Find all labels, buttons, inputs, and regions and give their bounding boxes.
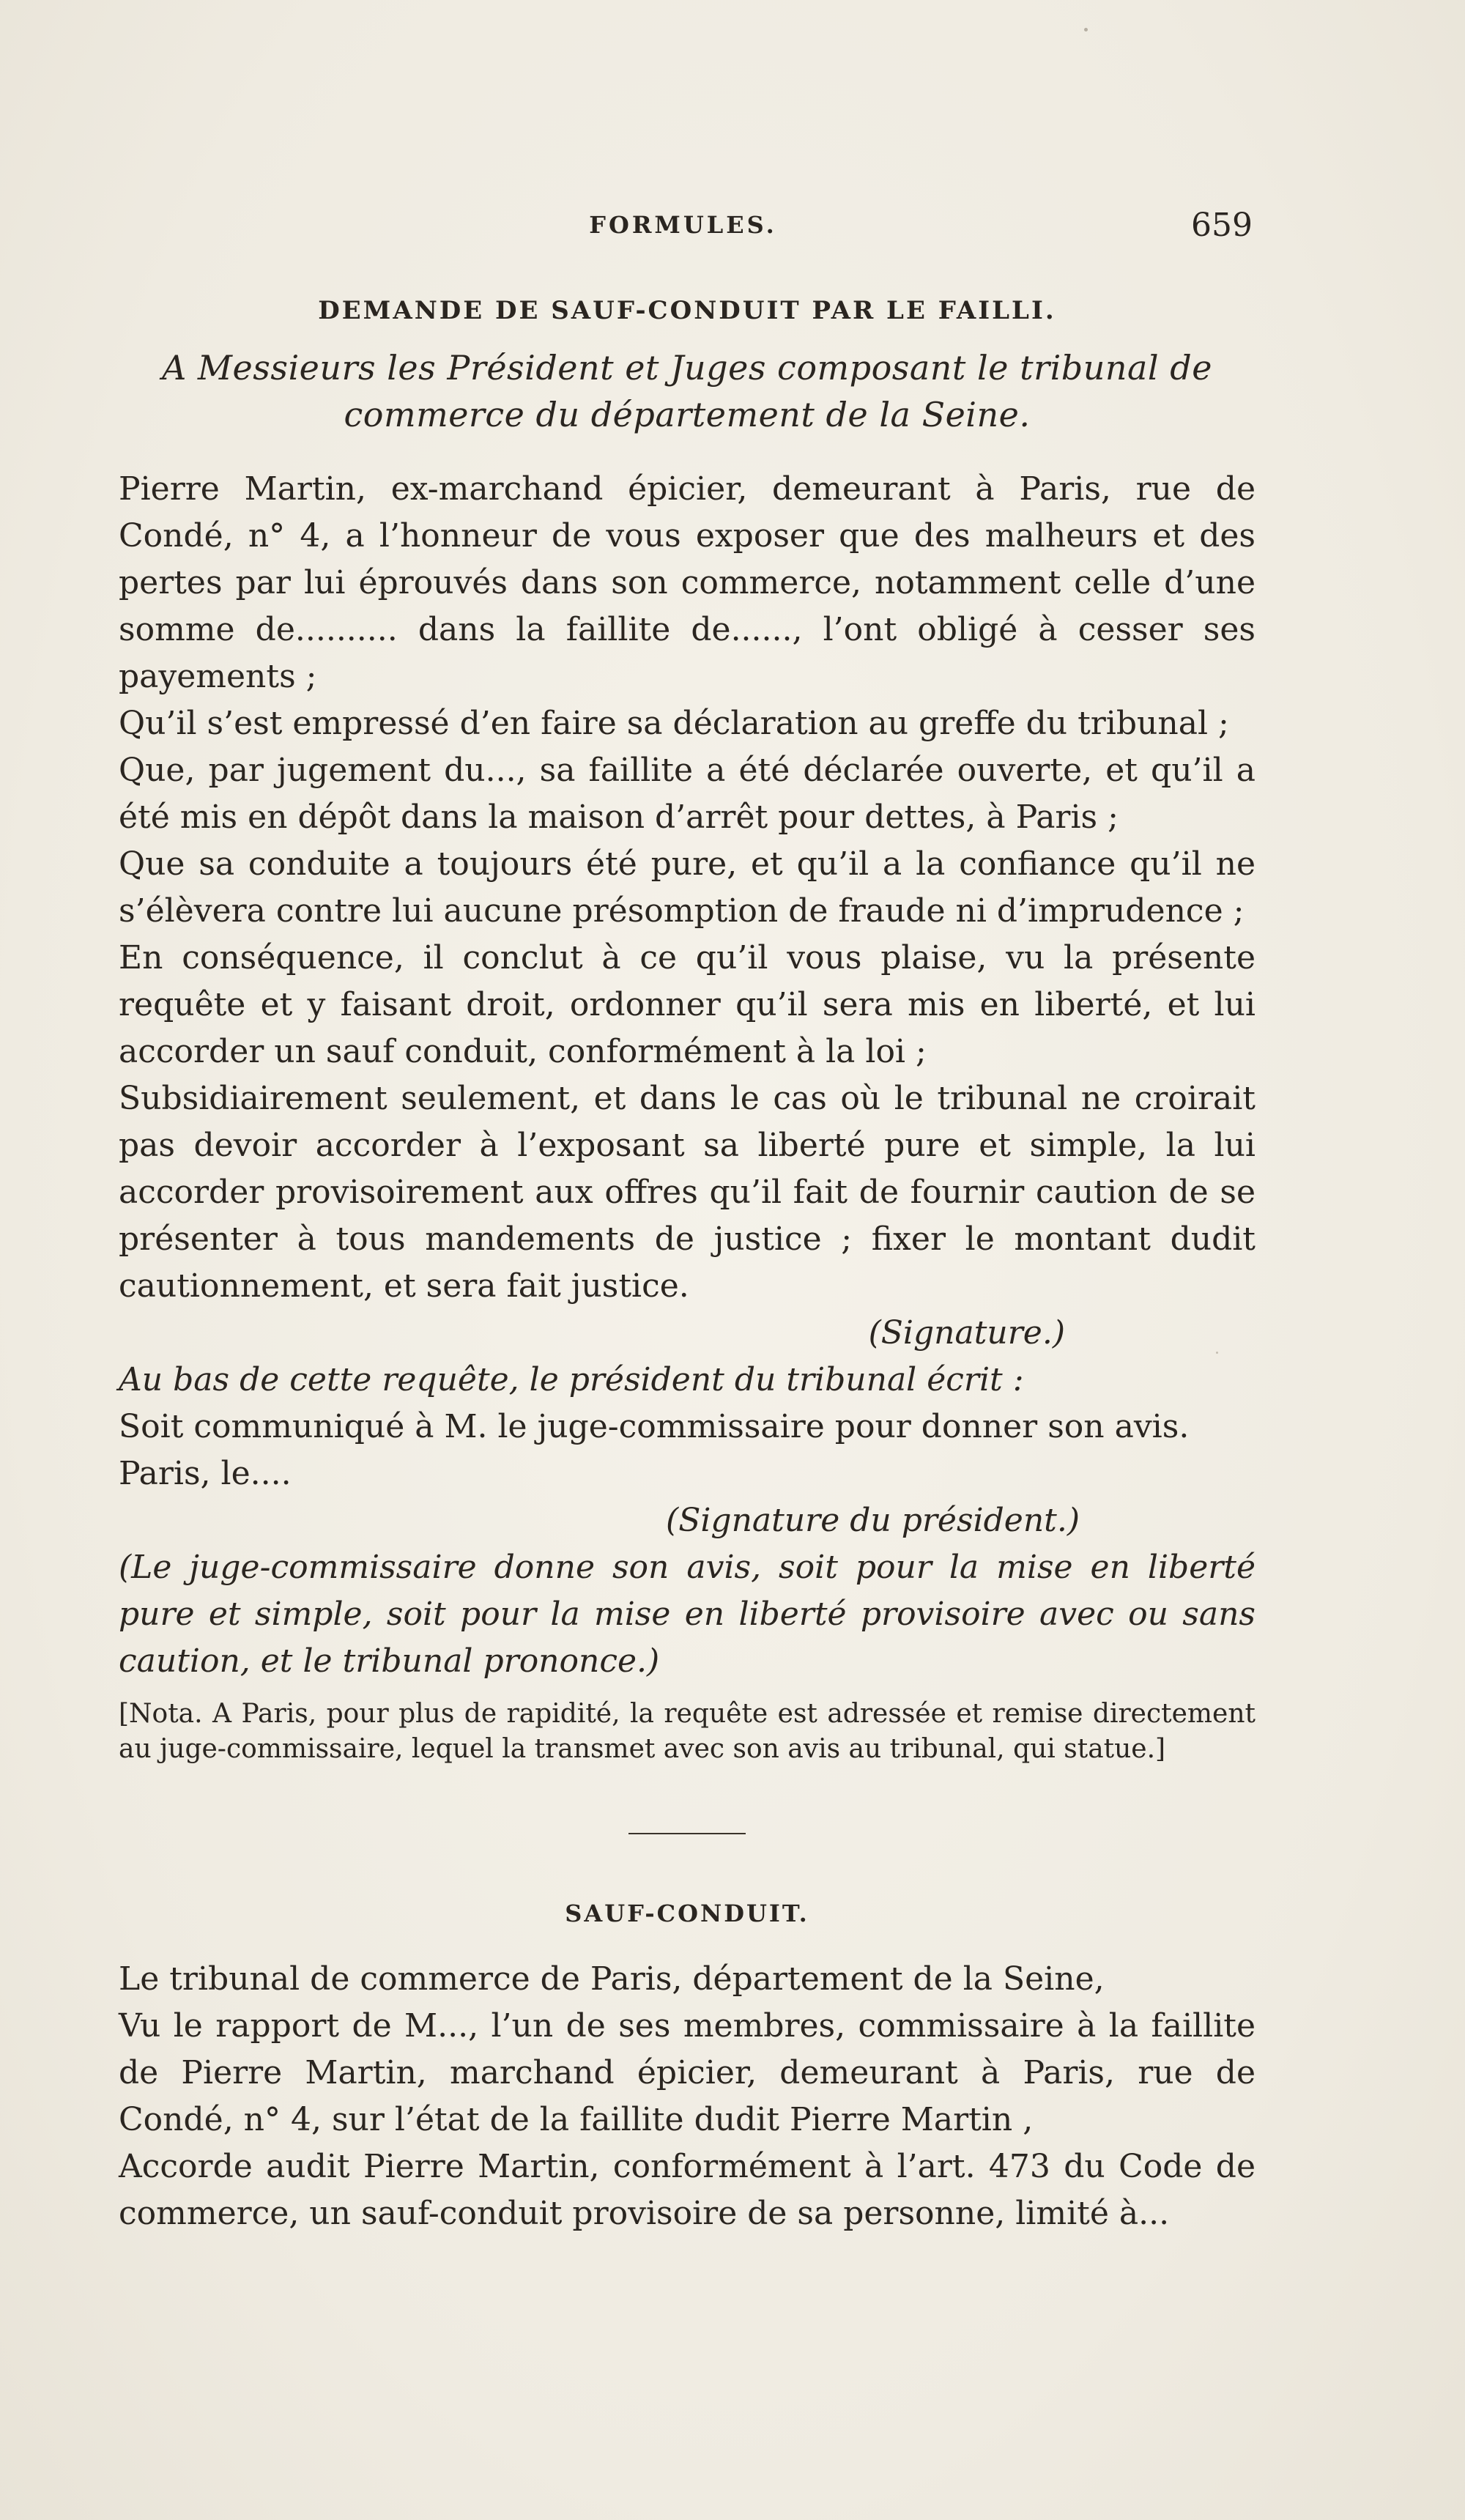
section-heading-demande: DEMANDE DE SAUF-CONDUIT PAR LE FAILLI. xyxy=(318,296,1056,325)
address-line: commerce du département de la Seine. xyxy=(344,395,1031,434)
paragraph: Vu le rapport de M..., l’un de ses membres, commissaire à la faillite de Pierre Martin, marchand épicier, demeurant à Paris, rue de Condé, n° 4, sur l’état de la faillite dudit Pierre Martin , xyxy=(119,2007,1256,2138)
president-signature: (Signature du président.) xyxy=(666,1502,1080,1539)
order-line: Soit communiqué à M. le juge-commissaire pour donner son avis. xyxy=(119,1408,1190,1445)
paper-speck xyxy=(1084,28,1088,32)
paragraph: Accorde audit Pierre Martin, conformément à l’art. 473 du Code de commerce, un sauf-conduit provisoire de sa personne, limité à... xyxy=(119,2148,1256,2232)
section-divider xyxy=(628,1833,746,1834)
page-header xyxy=(114,207,1253,258)
paragraph: Que sa conduite a toujours été pure, et qu’il a la confiance qu’il ne s’élèvera contre lui aucune présomption de fraude ni d’imprudence ; xyxy=(119,845,1256,930)
order-date: Paris, le.... xyxy=(119,1455,292,1492)
paragraph: Subsidiairement seulement, et dans le cas où le tribunal ne croirait pas devoir accorder à l’exposant sa liberté pure et simple, la lui accorder provisoirement aux offres qu’il fait de fournir caution de se présenter à tous mandements de justice ; fixer le montant dudit cautionnement, et sera fait justice. xyxy=(119,1080,1256,1305)
page-body xyxy=(119,287,1256,2237)
president-intro: Au bas de cette requête, le président du tribunal écrit : xyxy=(119,1361,1024,1398)
paragraph: En conséquence, il conclut à ce qu’il vous plaise, vu la présente requête et y faisant droit, ordonner qu’il sera mis en liberté, et lui accorder un sauf conduit, conformément à la loi ; xyxy=(119,939,1256,1070)
address-line: A Messieurs les Président et Juges composant le tribunal de xyxy=(162,348,1212,388)
paragraph: Le tribunal de commerce de Paris, département de la Seine, xyxy=(119,1960,1105,1998)
paragraph: Pierre Martin, ex-marchand épicier, demeurant à Paris, rue de Condé, n° 4, a l’honneur de vous exposer que des malheurs et des pertes par lui éprouvés dans son commerce, notamment celle d’une somme de.......... dans la faillite de......, l’ont obligé à cesser ses payements ; xyxy=(119,470,1256,695)
paragraph: Qu’il s’est empressé d’en faire sa déclaration au greffe du tribunal ; xyxy=(119,705,1229,742)
section-heading-sauf-conduit: SAUF-CONDUIT. xyxy=(565,1900,809,1927)
nota-note: [Nota. A Paris, pour plus de rapidité, la requête est adressée et remise directement au juge-commissaire, lequel la transmet avec son avis au tribunal, qui statue.] xyxy=(119,1699,1256,1764)
address-block xyxy=(119,344,1256,438)
signature: (Signature.) xyxy=(868,1314,1065,1352)
page-number: 659 xyxy=(1191,207,1253,244)
running-title: FORMULES. xyxy=(589,211,777,239)
commissaire-note: (Le juge-commissaire donne son avis, soit pour la mise en liberté pure et simple, soit pour la mise en liberté provisoire avec ou sans caution, et le tribunal prononce.) xyxy=(119,1549,1256,1680)
paragraph: Que, par jugement du..., sa faillite a été déclarée ouverte, et qu’il a été mis en dépôt dans la maison d’arrêt pour dettes, à Paris ; xyxy=(119,752,1256,836)
